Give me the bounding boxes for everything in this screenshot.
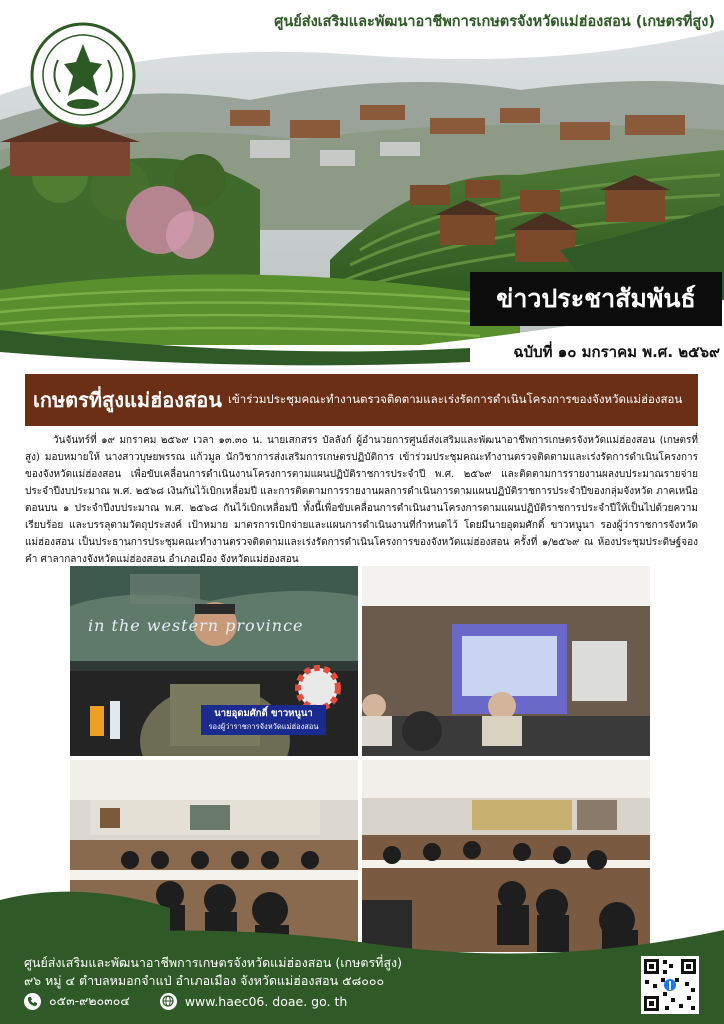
globe-icon xyxy=(160,993,177,1010)
headline-main: เกษตรที่สูงแม่ฮ่องสอน xyxy=(33,388,222,412)
qr-code[interactable] xyxy=(641,956,699,1014)
speaker-name: นายอุดมศักดิ์ ขาวหนูนา xyxy=(214,708,313,719)
footer-website[interactable]: www.haec06. doae. go. th xyxy=(184,993,348,1009)
name-card xyxy=(201,705,326,735)
phone-icon xyxy=(24,993,41,1010)
article-body xyxy=(25,432,698,568)
org-title: ศูนย์ส่งเสริมและพัฒนาอาชีพการเกษตรจังหวัดแม่ฮ่องสอน (เกษตรที่สูง) xyxy=(274,14,715,30)
photo-vice-governor xyxy=(70,566,358,756)
footer-phone: ๐๕๓-๙๒๐๓๐๔ xyxy=(49,993,130,1008)
doae-seal-icon xyxy=(30,22,136,128)
issue-date: ฉบับที่ ๑๐ มกราคม พ.ศ. ๒๕๖๙ xyxy=(513,343,720,361)
article-paragraph: วันจันทร์ที่ ๑๙ มกราคม ๒๕๖๙ เวลา ๑๓.๓๐ น. นายเสกสรร บัลลังก์ ผู้อำนวยการศูนย์ส่งเสริมและพัฒนาอาชีพการเกษตรจังหวัดแม่ฮ่องสอน (เกษตรที่สูง) มอบหมายให้ นางสาวบุษยพรรณ แก้วมูล นักวิชาการส่งเสริมการเกษตรปฏิบัติการ เข้าร่วมประชุมคณะทำงานตรวจติดตามและเร่งรัดการดำเนินโครงการของจังหวัดแม่ฮ่องสอน เพื่อขับเคลื่อนการดำเนินงานโครงการตามแผนปฏิบัติราชการประจำปี พ.ศ. ๒๕๖๙ และติดตามการรายงานผลงบประมาณรายจ่าย ประจำปีงบประมาณ พ.ศ. ๒๕๖๘ เงินกันไว้เบิกเหลื่อมปี และการติดตามการรายงานผลการดำเนินการตามแผนปฏิบัติราชการประจำปีของกลุ่มจังหวัด ภาคเหนือตอนบน ๑ ประจำปีงบประมาณ พ.ศ. ๒๕๖๘ กันไว้เบิกเหลื่อมปี ทั้งนี้เพื่อขับเคลื่อนการดำเนินงานโครงการตามแผนปฏิบัติราชการประจำปีให้เป็นไปด้วยความเรียบร้อย และบรรลุตามวัตถุประสงค์ เป้าหมาย มาตรการเบิกจ่ายและแผนการดำเนินงานที่กำหนดไว้ โดยมีนายอุดมศักดิ์ ขาวหนูนา รองผู้ว่าราชการจังหวัดแม่ฮ่องสอน เป็นประธานการประชุมคณะทำงานตรวจติดตามและเร่งรัดการดำเนินโครงการของจังหวัดแม่ฮ่องสอน ครั้งที่ ๑/๒๕๖๙ ณ ห้องประชุมประดิษฐ์จองคำ ศาลากลางจังหวัดแม่ฮ่องสอน อำเภอเมือง จังหวัดแม่ฮ่องสอน xyxy=(25,435,698,565)
footer-address-block xyxy=(24,954,402,990)
footer-org: ศูนย์ส่งเสริมและพัฒนาอาชีพการเกษตรจังหวัดแม่ฮ่องสอน (เกษตรที่สูง) xyxy=(24,955,403,970)
press-release-label: ข่าวประชาสัมพันธ์ xyxy=(470,272,722,326)
headline-sub: เข้าร่วมประชุมคณะทำงานตรวจติดตามและเร่งรัดการดำเนินโครงการของจังหวัดแม่ฮ่องสอน xyxy=(227,392,683,406)
footer-address: ๙๖ หมู่ ๔ ตำบลหมอกจำแป่ อำเภอเมือง จังหวัดแม่ฮ่องสอน ๕๘๐๐๐ xyxy=(24,973,385,988)
contact-row xyxy=(24,991,347,1011)
speaker-rank: รองผู้ว่าราชการจังหวัดแม่ฮ่องสอน xyxy=(208,722,319,731)
banner-text: in the western province xyxy=(88,616,304,635)
headline-bar xyxy=(25,374,698,426)
photo-presentation-screen xyxy=(362,566,650,756)
